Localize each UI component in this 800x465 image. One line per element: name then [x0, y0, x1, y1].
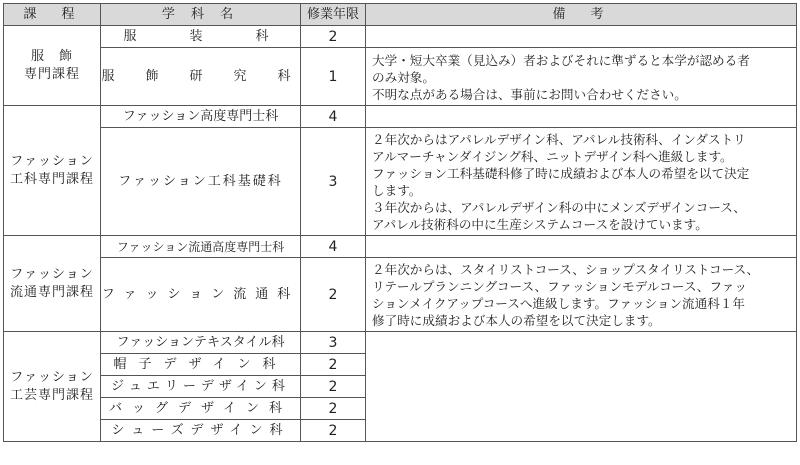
header-course: 課 程 [4, 4, 101, 26]
course-label: 流通専門課程 [9, 284, 94, 300]
notes-empty [366, 332, 797, 442]
department-name: シューズデザイン科 [101, 420, 301, 442]
table-row [4, 236, 797, 258]
department-name: ジュエリーデザイン科 [101, 376, 301, 398]
department-name: 服 装 科 [101, 26, 301, 48]
header-row [4, 4, 797, 26]
department-name: ファッション工科基礎科 [101, 128, 301, 236]
course-label: 工芸専門課程 [9, 387, 94, 403]
course-cell [4, 332, 101, 442]
table-row [4, 48, 797, 106]
course-cell [4, 26, 101, 106]
table-row [4, 128, 797, 236]
years-value: 3 [301, 332, 366, 354]
years-value: 2 [301, 376, 366, 398]
note-line: 不明な点がある場合は、事前にお問い合わせください。 [372, 86, 687, 102]
notes-cell [366, 48, 797, 106]
table-row [4, 26, 797, 48]
note-line: ションメイクアップコースへ進級します。ファッション流通科１年 [372, 296, 746, 311]
course-label: 工科専門課程 [9, 171, 94, 187]
course-label: 専門課程 [23, 66, 80, 82]
years-value: 2 [301, 398, 366, 420]
course-label: ファッション [10, 153, 94, 169]
note-line: のみ対象。 [372, 69, 435, 85]
note-line: リテールプランニングコース、ファッションモデルコース、ファッ [372, 279, 747, 294]
department-name: 帽子デザイン科 [101, 354, 301, 376]
department-name: 服 飾 研 究 科 [101, 48, 301, 106]
note-line: します。 [372, 183, 422, 198]
note-line: アパレル技術科の中に生産システムコースを設けています。 [372, 217, 708, 232]
note-line: ３年次からは、アパレルデザイン科の中にメンズデザインコース、 [372, 200, 746, 215]
course-label: ファッション [10, 369, 94, 385]
department-name: ファッション高度専門士科 [101, 106, 301, 128]
notes-empty [366, 106, 797, 128]
header-notes: 備 考 [366, 4, 797, 26]
course-label: ファッション [10, 266, 94, 282]
curriculum-table [3, 3, 797, 442]
course-cell [4, 236, 101, 332]
years-value: 2 [301, 354, 366, 376]
note-line: 大学・短大卒業（見込み）者およびそれに準ずると本学が認める者 [372, 52, 750, 68]
header-years: 修業年限 [301, 4, 366, 26]
department-name: ファッション流通高度専門士科 [101, 236, 301, 258]
years-value: 4 [301, 106, 366, 128]
header-department: 学 科 名 [101, 4, 301, 26]
note-line: ２年次からは、スタイリストコース、ショップスタイリストコース、 [372, 262, 760, 277]
table-row [4, 106, 797, 128]
note-line: アルマーチャンダイジング科、ニットデザイン科へ進級します。 [372, 149, 733, 164]
notes-cell [366, 128, 797, 236]
department-name: ファッションテキスタイル科 [101, 332, 301, 354]
table-row [4, 332, 797, 354]
years-value: 1 [301, 48, 366, 106]
department-name: ファッション流通科 [101, 258, 301, 332]
years-value: 2 [301, 258, 366, 332]
notes-empty [366, 236, 797, 258]
department-name: バッグデザイン科 [101, 398, 301, 420]
course-cell [4, 106, 101, 236]
note-line: ２年次からはアパレルデザイン科、アパレル技術科、インダストリ [372, 132, 746, 147]
notes-cell [366, 258, 797, 332]
years-value: 4 [301, 236, 366, 258]
note-line: 修了時に成績および本人の希望を以て決定します。 [372, 313, 661, 328]
years-value: 3 [301, 128, 366, 236]
years-value: 2 [301, 26, 366, 48]
notes-empty [366, 26, 797, 48]
table-row [4, 258, 797, 332]
note-line: ファッション工科基礎科修了時に成績および本人の希望を以て決定 [372, 166, 750, 181]
course-label: 服 飾 [30, 48, 73, 64]
years-value: 2 [301, 420, 366, 442]
